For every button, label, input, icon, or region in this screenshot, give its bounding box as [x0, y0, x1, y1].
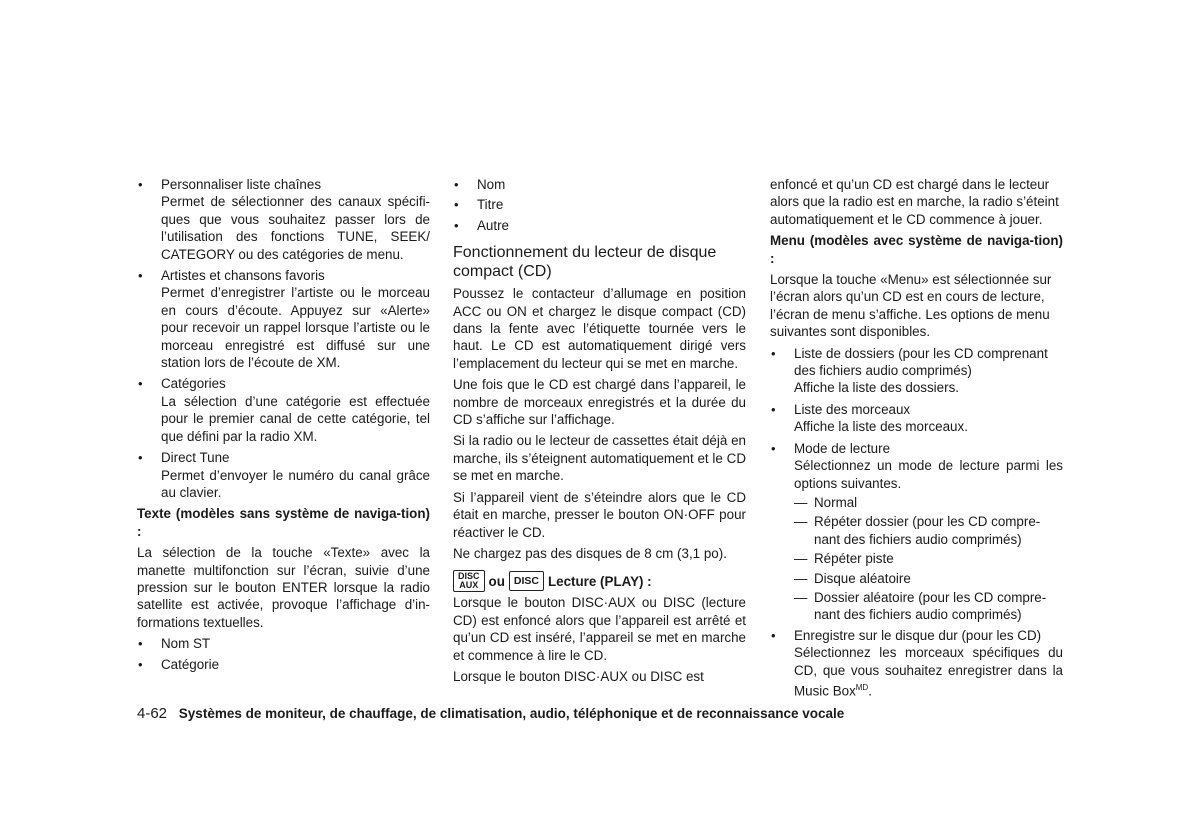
page-number: 4-62	[137, 705, 168, 722]
list-item: • Catégorie	[137, 656, 430, 673]
chapter-title: Systèmes de moniteur, de chauffage, de climatisation, audio, téléphonique et de reconnaissance vocale	[178, 706, 845, 721]
bullet-body	[794, 644, 1063, 700]
dash-item: — Dossier aléatoire (pour les CD compre-nant des fichiers audio comprimés)	[794, 589, 1047, 623]
list-item	[770, 440, 1063, 492]
paragraph: enfoncé et qu’un CD est chargé dans le lecteur alors que la radio est en marche, la radio s’éteint automatiquement et le CD commence à jouer.	[770, 177, 1059, 227]
bullet-title: • Catégories	[161, 376, 226, 392]
bullet-body: La sélection d’une catégorie est effectuée pour le premier canal de cette catégorie, tel que défini par la radio XM.	[161, 393, 430, 444]
paragraph: Poussez le contacteur d’allumage en position ACC ou ON et chargez le disque compact (CD) dans la fente avec l’étiquette tournée vers le haut. Le CD est automatiquement dirigé vers l’emplacement du lecteur qui se met en marche.	[453, 286, 746, 371]
paragraph: Si la radio ou le lecteur de cassettes était déjà en marche, ils s’éteignent automatiquement et le CD se met en marche.	[453, 433, 746, 484]
list-item	[770, 627, 1063, 700]
list-item: • Autre	[453, 217, 746, 234]
paragraph: Lorsque le bouton DISC·AUX ou DISC est	[453, 668, 704, 684]
dash-text: Répéter dossier (pour les CD compre-nant des fichiers audio comprimés)	[814, 514, 1041, 547]
list-item: • Nom ST	[137, 635, 430, 652]
aux-label: AUX	[459, 580, 479, 591]
list-item	[137, 267, 430, 371]
paragraph: Ne chargez pas des disques de 8 cm (3,1 po).	[453, 545, 727, 561]
bullet-body: Permet d’enregistrer l’artiste ou le morceau en cours d’écoute. Appuyez sur «Alerte» pour recevoir un rappel lorsque l’artiste ou le morceau enregistré est diffusé sur une station lors de l’écoute de XM.	[161, 285, 430, 371]
column-right	[770, 176, 1063, 704]
bullet-title: • Artistes et chansons favoris	[161, 268, 325, 284]
bullet-title: • Personnaliser liste chaînes	[161, 177, 322, 192]
paragraph: Lorsque la touche «Menu» est sélectionnée sur l’écran alors qu’un CD est en cours de lecture, l’écran de menu s’affiche. Les options de menu suivantes sont disponibles.	[770, 272, 1052, 340]
dash-item: — Répéter dossier (pour les CD compre-nant des fichiers audio comprimés)	[794, 514, 1041, 547]
dash-text: Normal	[814, 494, 858, 510]
section-heading-texte: Texte (modèles sans système de naviga-tion) :	[137, 506, 430, 539]
section-heading-cd: Fonctionnement du lecteur de disque compact (CD)	[453, 244, 717, 281]
list-item	[137, 449, 430, 501]
list-item	[137, 375, 430, 445]
column-left	[137, 176, 430, 676]
paragraph: Lorsque le bouton DISC·AUX ou DISC (lecture CD) est enfoncé alors que l’appareil est arrêté et qu’un CD est inséré, l’appareil se met en marche et commence à lire le CD.	[453, 595, 746, 663]
paragraph: Une fois que le CD est chargé dans l’appareil, le nombre de morceaux enregistrés et la durée du CD s’affiche sur l’affichage.	[453, 377, 746, 428]
list-item: • Titre	[453, 196, 746, 213]
dash-text: Répéter piste	[814, 551, 894, 567]
disc-label: DISC	[458, 571, 480, 582]
bullet-title: • Liste de dossiers (pour les CD comprenant des fichiers audio comprimés)	[794, 345, 1048, 379]
list-item	[137, 176, 430, 263]
bullet-title: • Mode de lecture	[794, 440, 891, 456]
dash-item: — Disque aléatoire	[794, 570, 911, 586]
list-item	[770, 345, 1063, 397]
bullet-body: Affiche la liste des dossiers.	[794, 380, 959, 396]
dash-text: Disque aléatoire	[814, 570, 911, 586]
play-heading	[453, 570, 746, 592]
dash-item: — Normal	[794, 494, 858, 510]
list-item	[770, 401, 1063, 436]
paragraph: La sélection de la touche «Texte» avec la manette multifonction sur l’écran, suivie d’une pression sur le bouton ENTER lorsque la radio satellite est activée, provoque l’affichage d’in-formations textuelles.	[137, 545, 430, 630]
trademark-sup: MD	[855, 682, 869, 692]
bullet-body: Sélectionnez un mode de lecture parmi les options suivantes.	[794, 458, 1063, 491]
dash-text: Dossier aléatoire (pour les CD compre-nant des fichiers audio comprimés)	[814, 589, 1047, 623]
bullet-body: Affiche la liste des morceaux.	[794, 419, 968, 435]
play-heading-text: Lecture (PLAY) :	[547, 573, 652, 589]
period: .	[868, 683, 872, 699]
or-text: ou	[488, 573, 505, 589]
disc-aux-button-icon	[453, 570, 485, 592]
list-item: • Nom	[453, 176, 746, 193]
bullet-body: Permet de sélectionner des canaux spécifi-ques que vous souhaitez passer lors de l’utilisation des fonctions TUNE, SEEK/ CATEGORY ou des catégories de menu.	[161, 194, 430, 262]
bullet-body: Permet d’envoyer le numéro du canal grâce au clavier.	[161, 467, 430, 500]
disc-button-icon: DISC	[509, 571, 544, 591]
paragraph: Si l’appareil vient de s’éteindre alors que le CD était en marche, presser le bouton ON·OFF pour réactiver le CD.	[453, 489, 746, 540]
dash-item: — Répéter piste	[794, 551, 894, 567]
bullet-title: • Direct Tune	[161, 450, 230, 466]
bullet-title: • Enregistre sur le disque dur (pour les CD)	[794, 627, 1042, 643]
bullet-title: • Liste des morceaux	[794, 401, 911, 417]
bullet-body-text: Sélectionnez les morceaux spécifiques du CD, que vous souhaitez enregistrer dans la Music Box	[794, 645, 1063, 699]
section-heading-menu: Menu (modèles avec système de naviga-tion) :	[770, 233, 1063, 266]
column-middle	[453, 176, 746, 689]
page-footer	[137, 705, 844, 722]
